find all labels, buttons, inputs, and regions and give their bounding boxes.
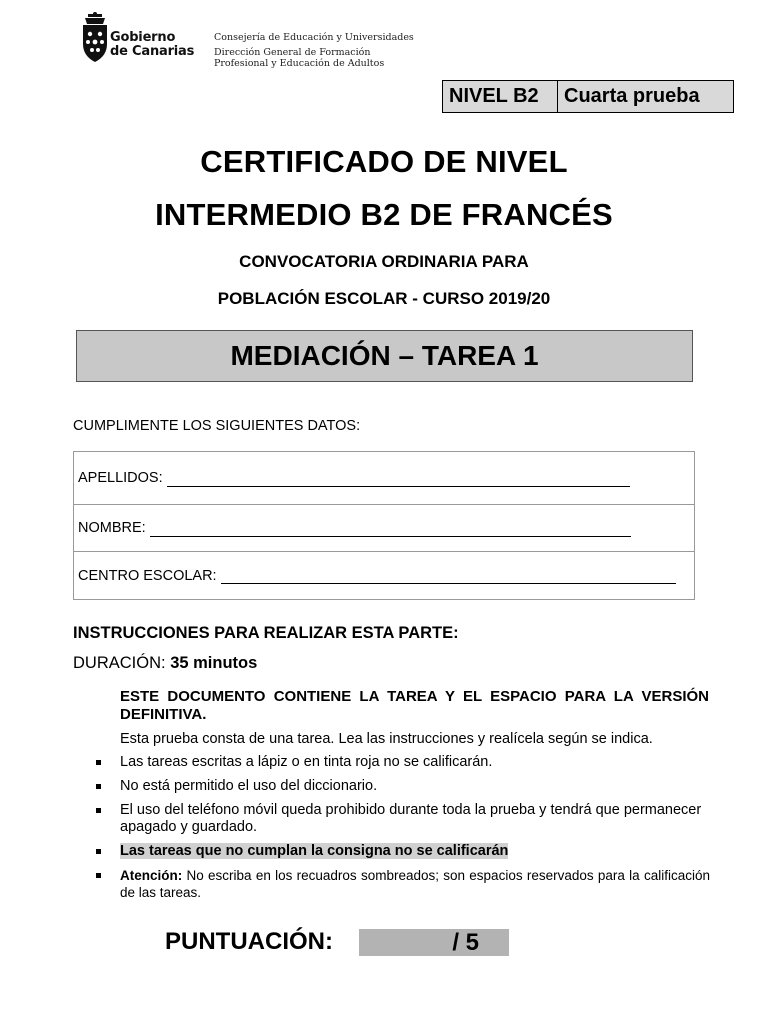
name-field[interactable] — [74, 505, 694, 552]
school-label: CENTRO ESCOLAR: — [78, 567, 217, 584]
duration-label: DURACIÓN: — [73, 654, 166, 672]
gov-name-line2: de Canarias — [110, 44, 195, 59]
name-label: NOMBRE: — [78, 520, 146, 536]
list-item: Las tareas que no cumplan la consigna no se calificarán — [96, 843, 710, 860]
instructions-heading: INSTRUCCIONES PARA REALIZAR ESTA PARTE: — [73, 624, 459, 642]
attention-item — [96, 867, 710, 901]
score-max: / 5 — [452, 928, 479, 956]
attention-label: Atención: — [120, 868, 183, 883]
surname-label: APELLIDOS: — [78, 470, 163, 486]
section-title: MEDIACIÓN – TAREA 1 — [76, 330, 693, 382]
list-item: No está permitido el uso del diccionario. — [96, 778, 710, 795]
score-box — [359, 929, 509, 956]
title-line1: CERTIFICADO DE NIVEL — [200, 144, 568, 179]
rules-list — [96, 754, 710, 901]
form-prompt: CUMPLIMENTE LOS SIGUIENTES DATOS: — [73, 418, 361, 434]
dept-line: Dirección General de Formación — [214, 47, 371, 58]
subtitle-line1: CONVOCATORIA ORDINARIA PARA — [239, 252, 529, 271]
score-label: PUNTUACIÓN: — [165, 928, 333, 955]
school-line[interactable] — [221, 567, 676, 584]
dept-line: Consejería de Educación y Universidades — [214, 32, 414, 43]
title-line2: INTERMEDIO B2 DE FRANCÉS — [155, 197, 613, 232]
name-line[interactable] — [150, 520, 631, 537]
duration-value: 35 minutos — [170, 654, 258, 672]
list-item: El uso del teléfono móvil queda prohibido durante toda la prueba y tendrá que permanecer apagado y guardado. — [96, 802, 710, 836]
canarias-coat-of-arms-icon — [78, 12, 112, 64]
list-item: Las tareas escritas a lápiz o en tinta roja no se calificarán. — [96, 754, 710, 771]
test-label: Cuarta prueba — [558, 81, 733, 112]
level-box — [442, 80, 734, 113]
surname-line[interactable] — [167, 470, 630, 487]
level-label: NIVEL B2 — [443, 81, 558, 112]
subtitle-line2: POBLACIÓN ESCOLAR - CURSO 2019/20 — [217, 289, 551, 308]
dept-line: Profesional y Educación de Adultos — [214, 58, 385, 69]
gov-name-line1: Gobierno — [110, 30, 176, 45]
document-note: ESTE DOCUMENTO CONTIENE LA TAREA Y EL ESPACIO PARA LA VERSIÓN DEFINITIVA. — [120, 688, 709, 723]
school-field[interactable] — [74, 552, 694, 599]
duration — [73, 654, 257, 673]
test-intro: Esta prueba consta de una tarea. Lea las instrucciones y realícela según se indica. — [120, 731, 653, 747]
personal-data-table — [73, 451, 695, 600]
surname-field[interactable] — [74, 452, 694, 505]
attention-text: No escriba en los recuadros sombreados; son espacios reservados para la calificación de las tareas. — [120, 868, 710, 900]
